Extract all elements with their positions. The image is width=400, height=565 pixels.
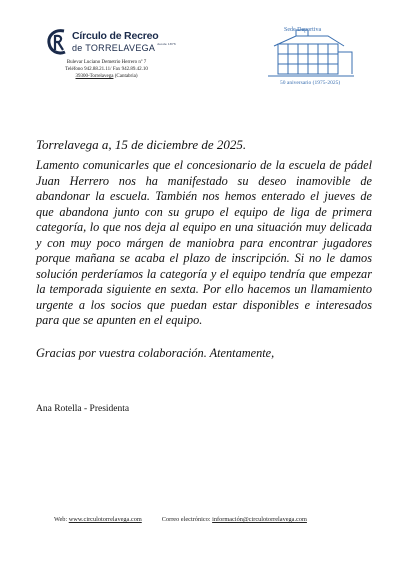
sede-label: Sede Deportiva: [284, 27, 322, 33]
footer-email-label: Correo electrónico:: [161, 516, 213, 523]
footer-web-label: Web:: [54, 516, 69, 523]
letter-signature: Ana Rotella - Presidenta: [36, 404, 130, 414]
letter-date: Torrelavega a, 15 de diciembre de 2025.: [36, 137, 247, 152]
footer-email-link[interactable]: información@circulotorrelavega.com: [212, 516, 307, 523]
club-emblem-icon: [46, 28, 72, 56]
footer: [54, 516, 307, 523]
footer-web-link[interactable]: www.circulotorrelavega.com: [68, 516, 142, 523]
anniversary-label: 50 aniversario (1975-2025): [280, 80, 341, 86]
sports-building-logo: [266, 24, 356, 86]
club-subtitle: de TORRELAVEGA desde 1876: [72, 42, 176, 53]
letter-closing: Gracias por vuestra colaboración. Atentamente,: [36, 346, 275, 360]
club-founded: desde 1876: [157, 42, 176, 46]
letter-body: Lamento comunicarles que el concesionario de la escuela de pádel Juan Herrero nos ha manifestado su deseo inamovible de abandonar la escuela. También nos hemos enterado el jueves de que abandona junto con su grupo el equipo de liga de primera categoría, lo que nos deja al equipo en una situación muy delicada y con muy poco márgen de maniobra para encontrar jugadores porque mañana se acaba el plazo de inscripción. Si no le damos solución perderíamos la categoría y el equipo tendría que empezar la temporada siguiente en sexta. Por ello hacemos un llamamiento urgente a los socios que puedan estar disponibles e interesados para que se apunten en el equipo.: [36, 158, 372, 327]
address-phone: Teléfono 942.88.21.11/ Fax 942.89.42.10: [65, 67, 148, 72]
address-street: Bulevar Luciano Demetrio Herrero nº 7: [66, 60, 147, 65]
address-city: 39300-Torrelavega (Cantabria): [75, 74, 138, 79]
club-name: Círculo de Recreo: [72, 30, 159, 42]
